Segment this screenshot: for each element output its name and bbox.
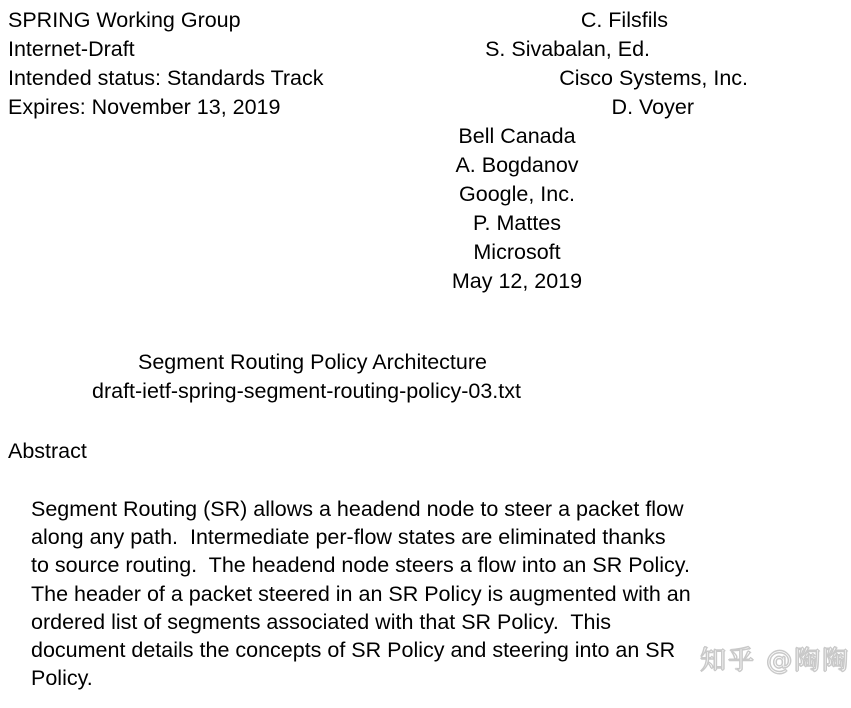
expiry-date-label: Expires: November 13, 2019 [8, 95, 281, 119]
publication-date: May 12, 2019 [451, 269, 583, 293]
author-filsfils: C. Filsfils [580, 8, 668, 32]
affiliation-bell-canada: Bell Canada [458, 124, 576, 148]
abstract-line: along any path. Intermediate per-flow states are eliminated thanks [31, 525, 666, 550]
masthead-row [0, 6, 851, 35]
abstract-body [31, 495, 831, 692]
author-center-block [0, 122, 851, 296]
abstract-line: document details the concepts of SR Policy and steering into an SR [31, 637, 676, 662]
affiliation-microsoft: Microsoft [473, 240, 561, 264]
abstract-line: to source routing. The headend node steers a flow into an SR Policy. [31, 553, 690, 578]
abstract-line: Segment Routing (SR) allows a headend node to steer a packet flow [31, 497, 684, 521]
author-mattes: P. Mattes [472, 211, 562, 235]
masthead-row [0, 64, 851, 93]
abstract-heading: Abstract [8, 439, 87, 463]
author-bogdanov: A. Bogdanov [455, 153, 579, 177]
masthead-row [0, 93, 851, 122]
abstract-line: The header of a packet steered in an SR Policy is augmented with an [31, 581, 691, 606]
title-row [0, 348, 851, 377]
abstract-line: ordered list of segments associated with that SR Policy. This [31, 609, 611, 634]
masthead-row [0, 35, 851, 64]
affiliation-cisco: Cisco Systems, Inc. [559, 66, 748, 90]
intended-status-label: Intended status: Standards Track [8, 66, 324, 90]
author-sivabalan: S. Sivabalan, Ed. [485, 37, 650, 61]
author-voyer: D. Voyer [611, 95, 694, 119]
masthead [0, 6, 851, 122]
document-type-label: Internet-Draft [8, 37, 135, 61]
abstract-line: Policy. [31, 666, 93, 691]
working-group-label: SPRING Working Group [8, 8, 241, 32]
document-title: Segment Routing Policy Architecture [138, 350, 487, 374]
draft-filename: draft-ietf-spring-segment-routing-policy-03.txt [92, 379, 521, 403]
document-title-block [0, 348, 851, 406]
title-row [0, 377, 851, 406]
zhihu-watermark: 知乎 @陶陶 [700, 646, 851, 676]
affiliation-google: Google, Inc. [459, 182, 575, 206]
